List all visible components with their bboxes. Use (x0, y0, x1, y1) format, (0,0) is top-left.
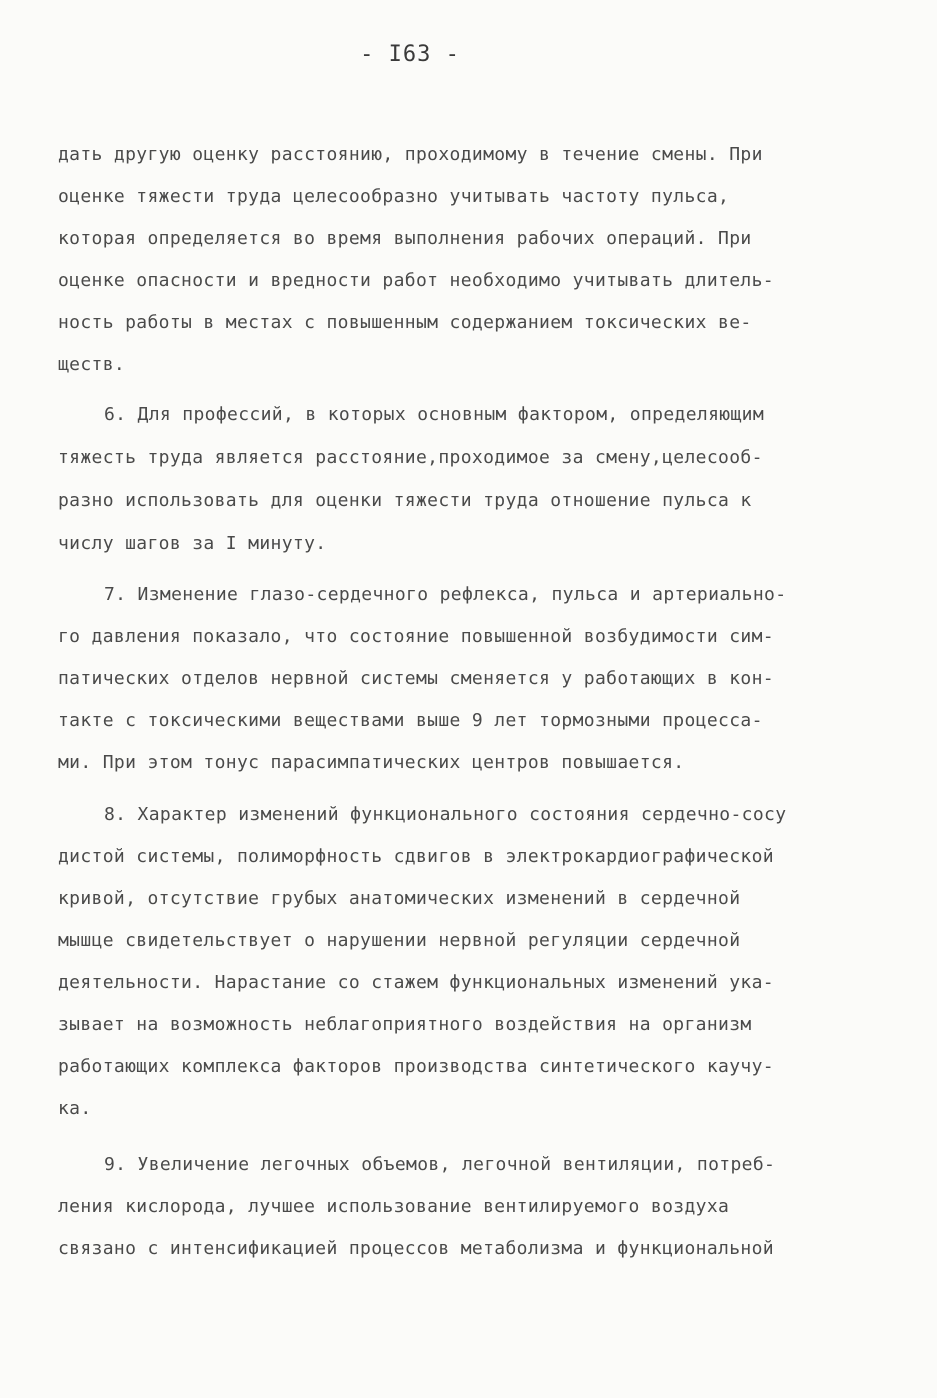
text-line: мышце свидетельствует о нарушении нервной регуляции сердечной (58, 930, 741, 951)
text-line: тяжесть труда является расстояние,проходимое за смену,целесооб- (58, 447, 763, 468)
text-line: оценке опасности и вредности работ необходимо учитывать длитель- (58, 270, 774, 291)
text-line: 6. Для профессий, в которых основным фактором, определяющим (104, 404, 765, 425)
page-number: - I63 - (360, 42, 460, 67)
text-line: такте с токсическими веществами выше 9 лет тормозными процесса- (58, 710, 763, 731)
text-line: ления кислорода, лучшее использование вентилируемого воздуха (58, 1196, 730, 1217)
text-line: ществ. (58, 354, 126, 375)
text-line: 9. Увеличение легочных объемов, легочной вентиляции, потреб- (104, 1154, 776, 1175)
text-line: числу шагов за I минуту. (58, 533, 327, 554)
text-line: ность работы в местах с повышенным содержанием токсических ве- (58, 312, 752, 333)
text-line: го давления показало, что состояние повышенной возбудимости сим- (58, 626, 774, 647)
text-line: деятельности. Нарастание со стажем функциональных изменений ука- (58, 972, 774, 993)
text-line: работающих комплекса факторов производства синтетического каучу- (58, 1056, 774, 1077)
text-line: патических отделов нервной системы сменяется у работающих в кон- (58, 668, 774, 689)
text-line: связано с интенсификацией процессов метаболизма и функциональной (58, 1238, 774, 1259)
text-line: дать другую оценку расстоянию, проходимому в течение смены. При (58, 144, 763, 165)
text-line: зывает на возможность неблагоприятного воздействия на организм (58, 1014, 752, 1035)
text-line: 7. Изменение глазо-сердечного рефлекса, пульса и артериально- (104, 584, 787, 605)
text-line: оценке тяжести труда целесообразно учитывать частоту пульса, (58, 186, 730, 207)
text-line: ка. (58, 1098, 92, 1119)
text-line: дистой системы, полиморфность сдвигов в электрокардиографической (58, 846, 774, 867)
text-line: кривой, отсутствие грубых анатомических изменений в сердечной (58, 888, 741, 909)
text-line: ми. При этом тонус парасимпатических центров повышается. (58, 752, 685, 773)
text-line: 8. Характер изменений функционального состояния сердечно-сосу (104, 804, 787, 825)
text-line: которая определяется во время выполнения рабочих операций. При (58, 228, 752, 249)
text-line: разно использовать для оценки тяжести труда отношение пульса к (58, 490, 752, 511)
